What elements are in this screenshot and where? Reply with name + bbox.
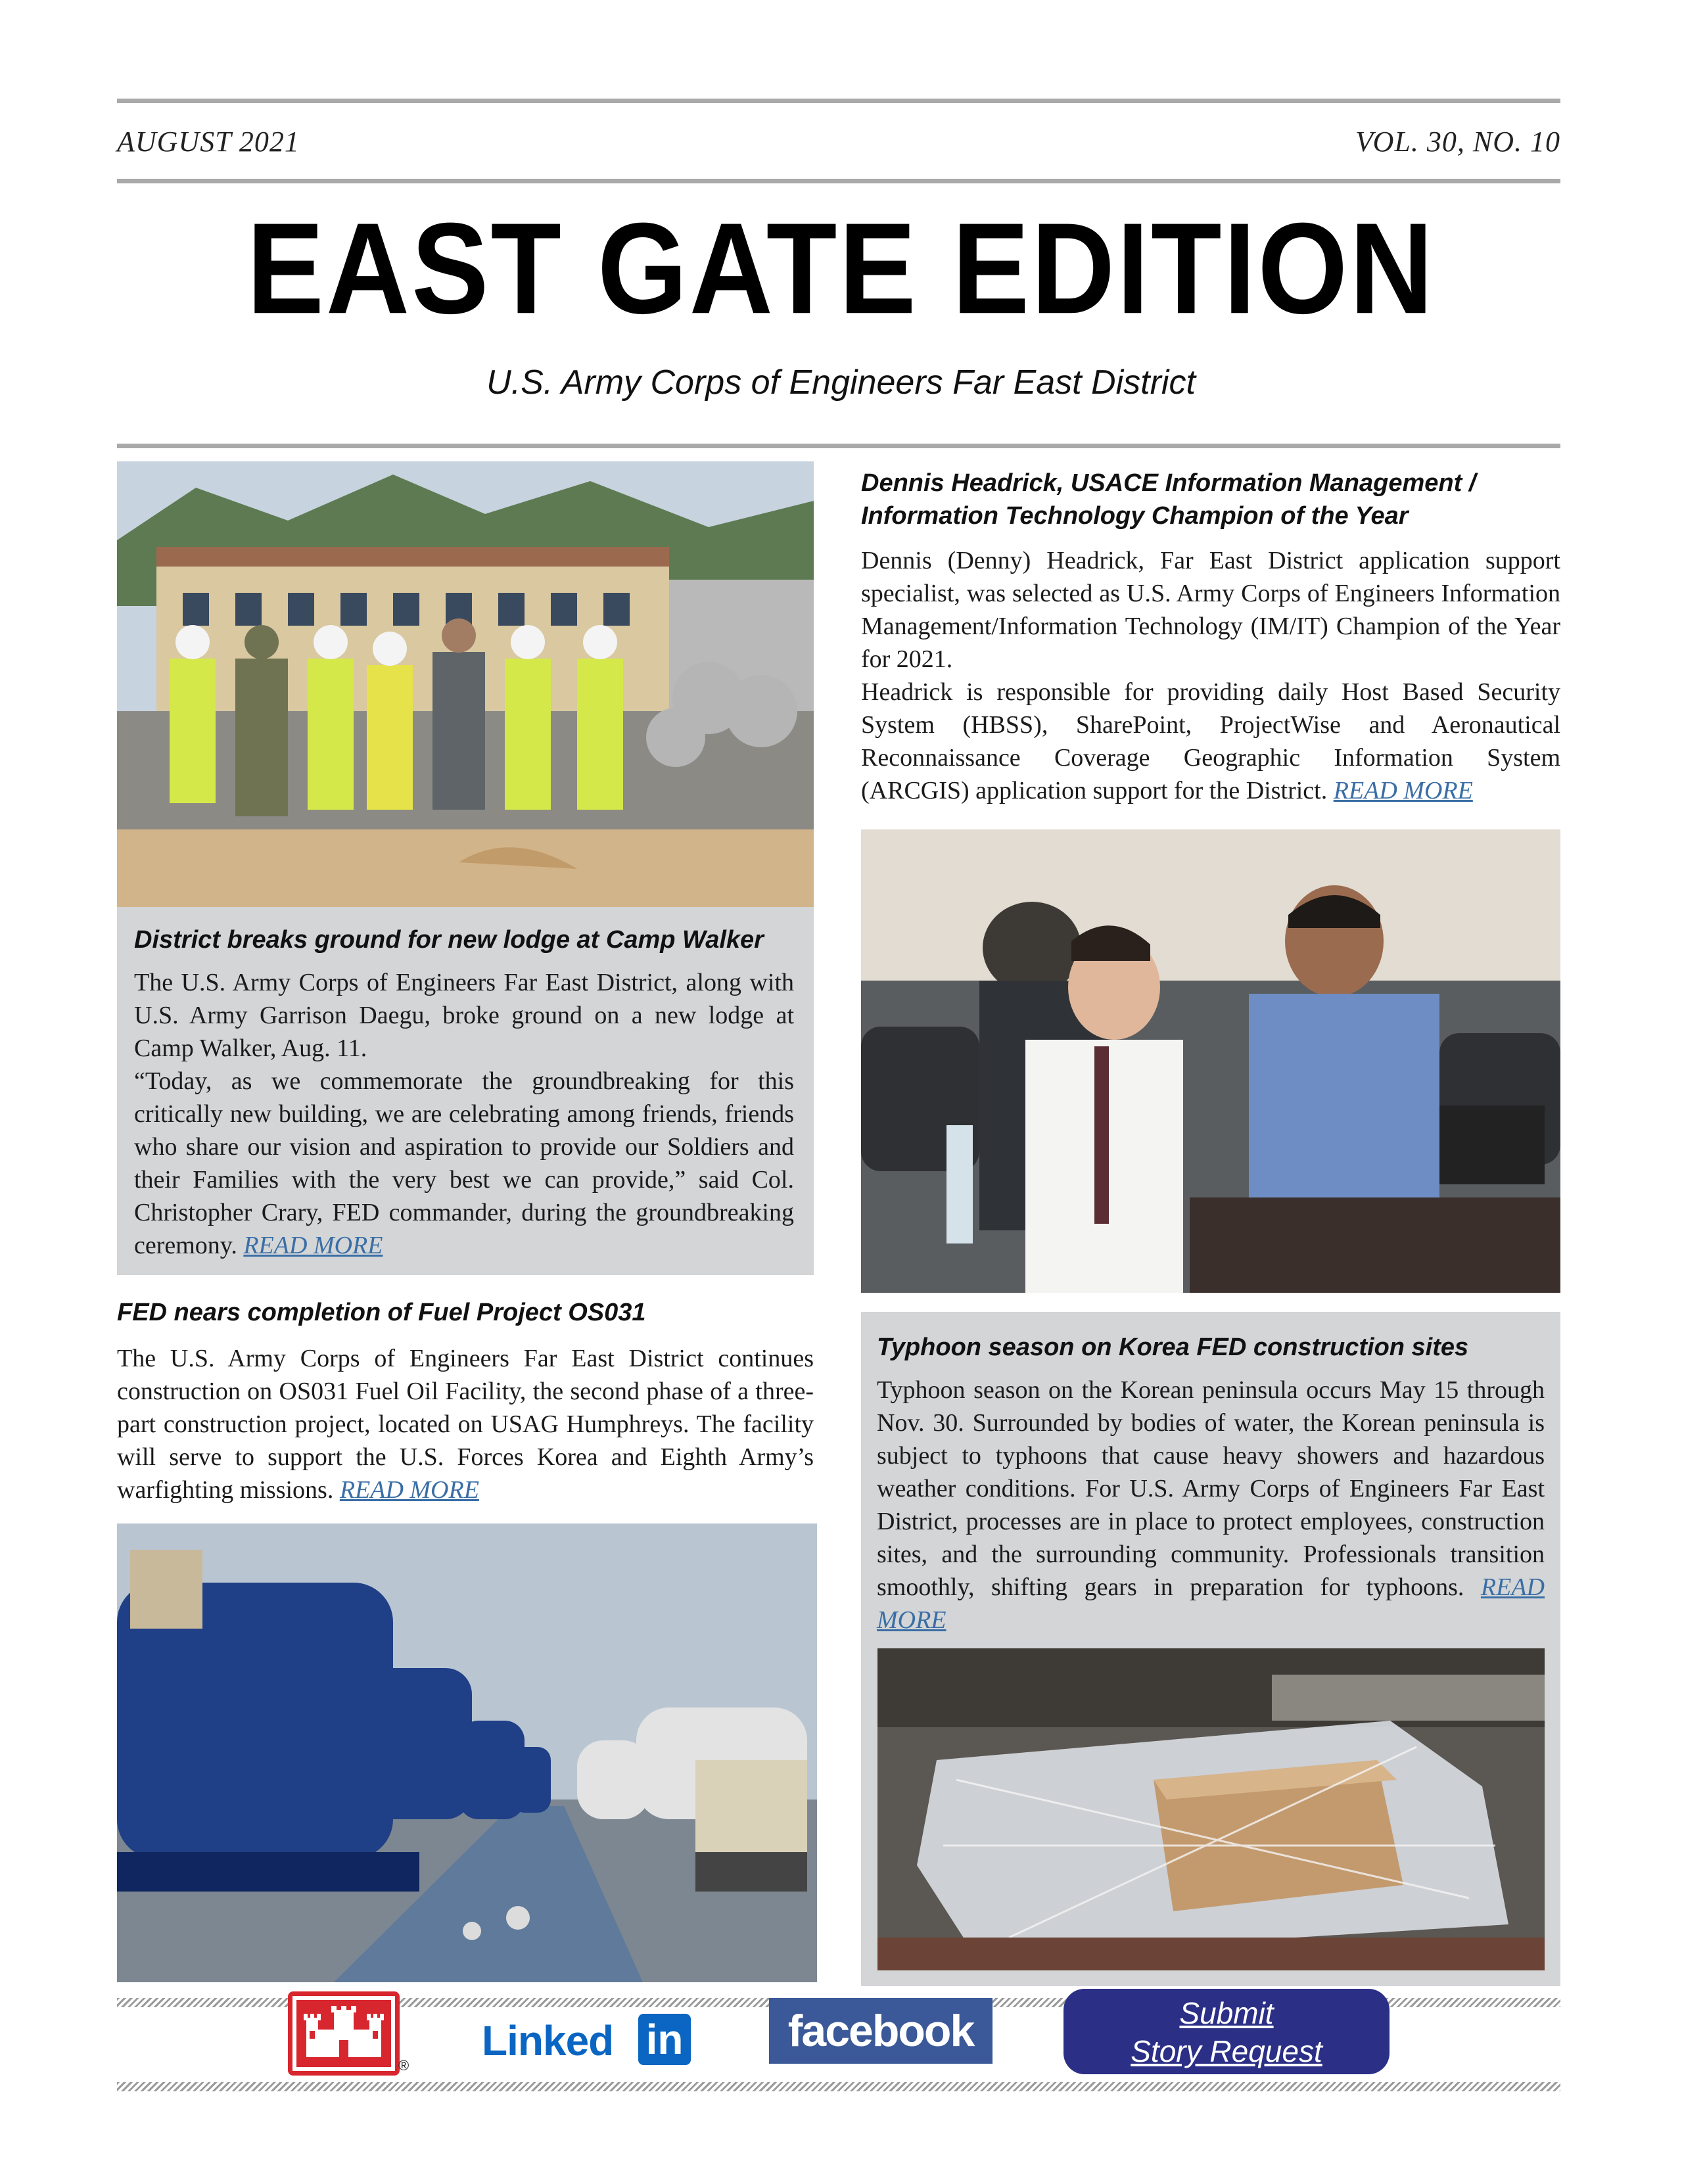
champion-headline: Dennis Headrick, USACE Information Management / Information Technology Champion of the Year: [861, 469, 1476, 530]
masthead-title: EAST GATE EDITION: [246, 197, 1436, 341]
header-rule: [117, 179, 1560, 183]
masthead-subtitle: U.S. Army Corps of Engineers Far East District: [486, 363, 1196, 402]
champion-photo: [861, 829, 1560, 1293]
champion-read-more-link[interactable]: READ MORE: [1333, 777, 1473, 804]
linkedin-icon[interactable]: [482, 2011, 692, 2066]
champion-body: [861, 544, 1560, 807]
issue-volume: VOL. 30, NO. 10: [1355, 126, 1560, 158]
submit-button-line-2: Story Request: [1131, 2034, 1322, 2068]
groundbreaking-photo: [117, 461, 814, 907]
groundbreaking-read-more-link[interactable]: READ MORE: [243, 1232, 383, 1259]
groundbreaking-paragraph-2-text: “Today, as we commemorate the groundbreaking for this critically new building, we are celebrating among friends, friends who share our vision and aspiration to provide our Soldiers and their Families with the very best we can provide,” said Col. Christopher Crary, FED commander, during the groundbreaking ceremony.: [134, 1067, 794, 1259]
section-rule: [117, 444, 1560, 448]
champion-paragraph-2: [861, 676, 1560, 807]
submit-story-request-button[interactable]: [1063, 1989, 1390, 2074]
submit-button-line-1: Submit: [1179, 1996, 1274, 2030]
typhoon-body-text: Typhoon season on the Korean peninsula occurs May 15 through Nov. 30. Surrounded by bodies of water, the Korean peninsula is subject to typhoons that cause heavy showers and hazardous weather conditions. For U.S. Army Corps of Engineers Far East District, processes are in place to protect employees, construction sites, and the surrounding community. Professionals transition smoothly, shifting gears in preparation for typhoons.: [877, 1376, 1545, 1601]
groundbreaking-headline: District breaks ground for new lodge at Camp Walker: [134, 926, 764, 954]
registered-mark: ®: [398, 2057, 409, 2074]
issue-date: AUGUST 2021: [117, 126, 300, 158]
fuel-body: [117, 1342, 814, 1506]
groundbreaking-paragraph-1: The U.S. Army Corps of Engineers Far East District, along with U.S. Army Garrison Daegu, broke ground on a new lodge at Camp Walker, Aug. 11.: [134, 969, 794, 1062]
linkedin-wordmark: Linked: [482, 2017, 614, 2064]
fuel-headline: FED nears completion of Fuel Project OS031: [117, 1299, 646, 1326]
top-rule: [117, 99, 1560, 103]
groundbreaking-body: [134, 966, 794, 1262]
typhoon-read-more-link[interactable]: READ MORE: [877, 1573, 1545, 1634]
facebook-wordmark: facebook: [787, 2006, 974, 2056]
champion-paragraph-1: Dennis (Denny) Headrick, Far East District application support specialist, was selected as U.S. Army Corps of Engineers Information Management/Information Technology (IM/IT) Champion of the Year for 2021.: [861, 547, 1560, 673]
fuel-photo: [117, 1523, 817, 1982]
facebook-icon[interactable]: [769, 1998, 993, 2064]
typhoon-headline: Typhoon season on Korea FED construction sites: [877, 1334, 1469, 1361]
typhoon-body: [877, 1374, 1545, 1637]
champion-paragraph-2-text: Headrick is responsible for providing daily Host Based Security System (HBSS), SharePoint, ProjectWise and Aeronautical Reconnaissance Coverage Geographic Information System (ARCGIS) application support for the District.: [861, 678, 1560, 804]
usace-castle-icon[interactable]: [288, 1991, 400, 2076]
footer-bottom-border: [117, 2082, 1560, 2091]
linkedin-badge: in: [638, 2014, 691, 2065]
fuel-read-more-link[interactable]: READ MORE: [339, 1476, 479, 1504]
typhoon-photo: [877, 1648, 1545, 1970]
groundbreaking-paragraph-2: [134, 1065, 794, 1262]
fuel-body-text: The U.S. Army Corps of Engineers Far East District continues construction on OS031 Fuel Oil Facility, the second phase of a three-part construction project, located on USAG Humphreys. The facility will serve to support the U.S. Forces Korea and Eighth Army’s warfighting missions.: [117, 1345, 814, 1504]
